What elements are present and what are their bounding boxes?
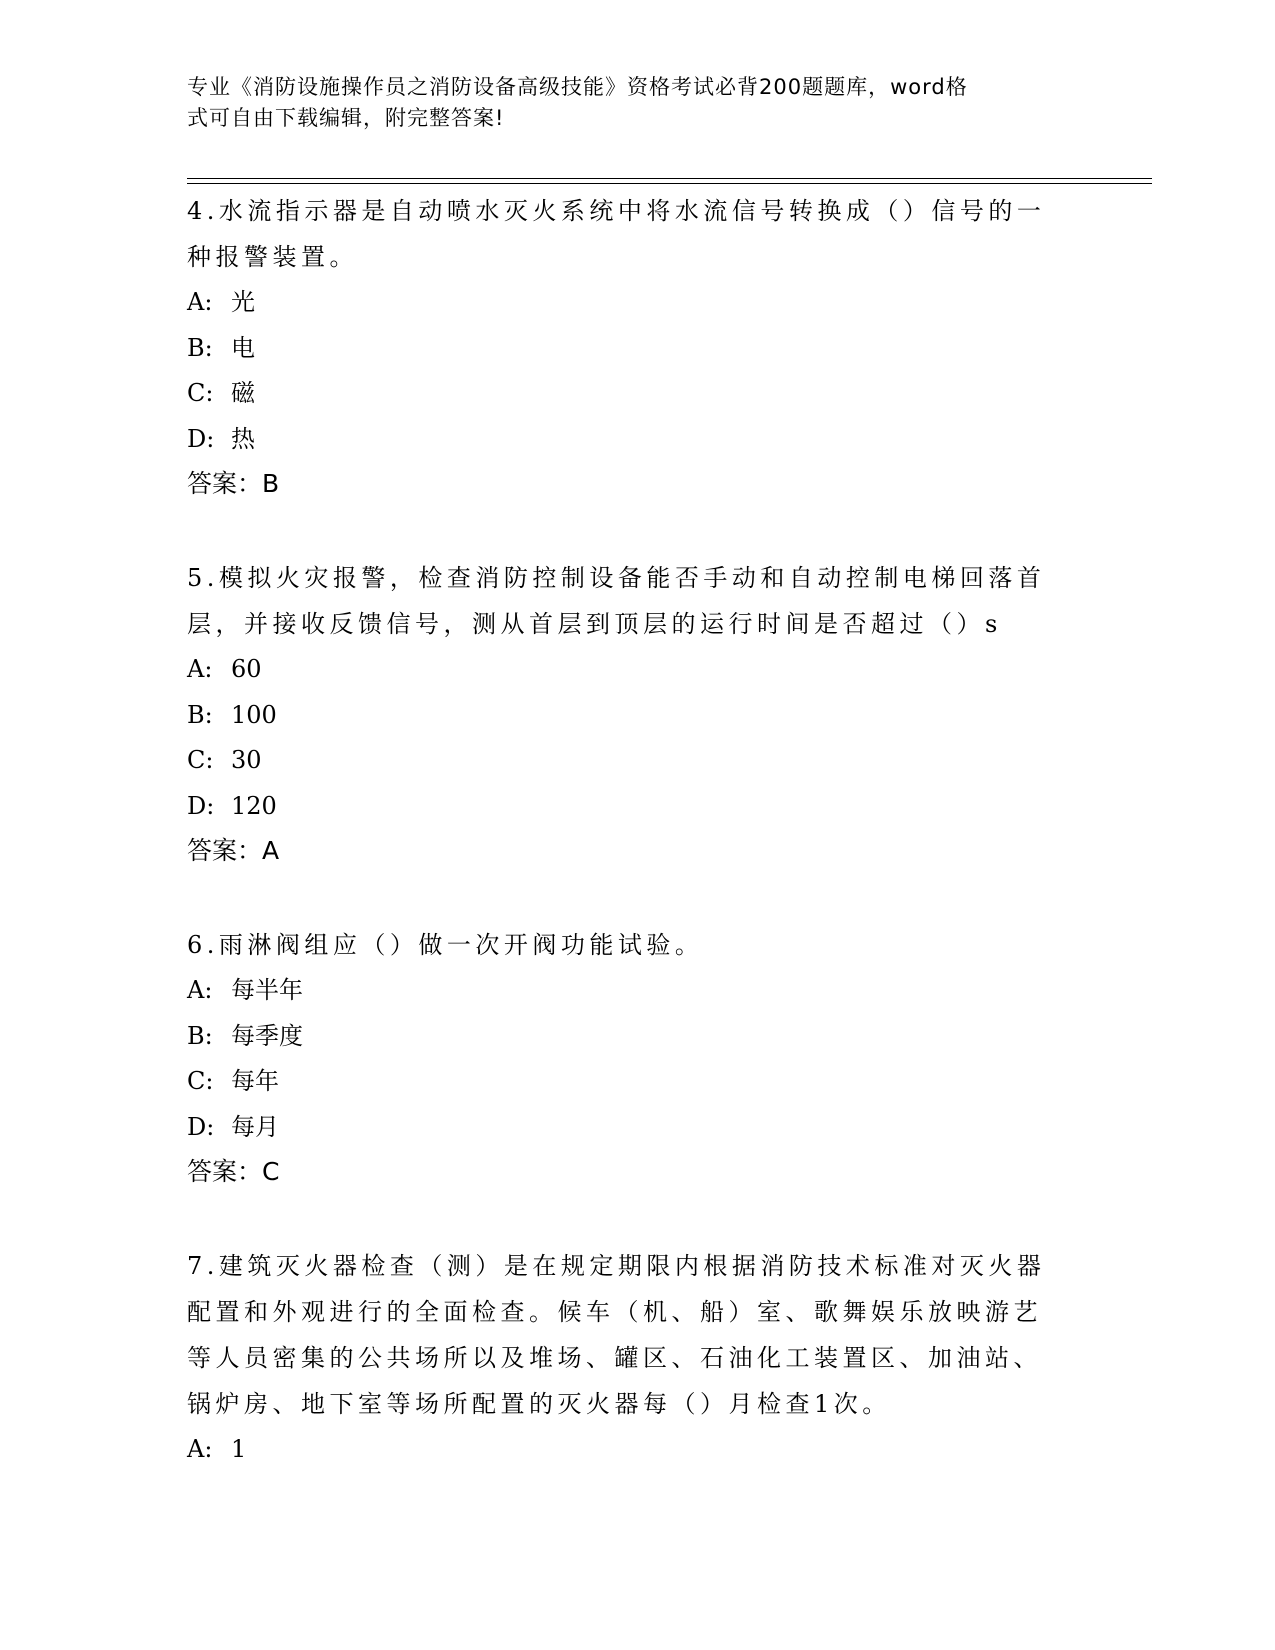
- option: [187, 1014, 1067, 1060]
- answer: 答案：A: [187, 836, 280, 865]
- option-label: A:: [187, 288, 213, 316]
- question-item: [187, 555, 1067, 873]
- option: [187, 1059, 1067, 1105]
- question-text: 6.雨淋阀组应（）做一次开阀功能试验。: [187, 931, 704, 959]
- option: [187, 784, 1067, 830]
- question-text: 4.水流指示器是自动喷水灭火系统中将水流信号转换成（）信号的一种报警装置。: [187, 197, 1046, 271]
- answer: 答案：B: [187, 469, 280, 498]
- option-label: A:: [187, 976, 213, 1004]
- option-label: B:: [187, 333, 213, 362]
- option: [187, 1427, 1067, 1473]
- option-text: 磁: [231, 379, 255, 407]
- option-text: 100: [231, 700, 277, 729]
- question-list: [187, 188, 1067, 1473]
- option-text: 30: [231, 746, 262, 774]
- option-text: 电: [231, 333, 255, 362]
- option-text: 每月: [231, 1112, 279, 1141]
- option-text: 1: [231, 1435, 247, 1463]
- option-text: 每年: [231, 1067, 279, 1095]
- question-item: [187, 188, 1067, 506]
- option-text: 每半年: [231, 976, 303, 1004]
- option-label: B:: [187, 1021, 213, 1050]
- option-label: D:: [187, 791, 215, 820]
- option-label: D:: [187, 1112, 215, 1141]
- option-text: 热: [231, 424, 255, 453]
- option-label: B:: [187, 700, 213, 729]
- option: [187, 371, 1067, 417]
- option: [187, 738, 1067, 784]
- question-text: 7.建筑灭火器检查（测）是在规定期限内根据消防技术标准对灭火器配置和外观进行的全面检查。候车（机、船）室、歌舞娱乐放映游艺等人员密集的公共场所以及堆场、罐区、石油化工装置区、加油站、锅炉房、地下室等场所配置的灭火器每（）月检查1次。: [187, 1252, 1046, 1418]
- header-line-1: 专业《消防设施操作员之消防设备高级技能》资格考试必背200题题库，word格: [187, 75, 968, 99]
- question-item: [187, 922, 1067, 1194]
- option: [187, 647, 1067, 693]
- option: [187, 326, 1067, 372]
- option-label: C:: [187, 379, 214, 407]
- option-label: C:: [187, 746, 214, 774]
- option: [187, 417, 1067, 463]
- option: [187, 280, 1067, 326]
- option-label: C:: [187, 1067, 214, 1095]
- option-text: 光: [231, 288, 255, 316]
- option-label: D:: [187, 424, 215, 453]
- option-label: A:: [187, 1435, 213, 1463]
- header-divider-top: [187, 178, 1152, 179]
- option-text: 每季度: [231, 1021, 303, 1050]
- option-text: 60: [231, 655, 262, 683]
- option: [187, 968, 1067, 1014]
- option: [187, 693, 1067, 739]
- question-item: [187, 1243, 1067, 1473]
- document-header: [187, 72, 1067, 134]
- question-text: 5.模拟火灾报警，检查消防控制设备能否手动和自动控制电梯回落首层，并接收反馈信号，测从首层到顶层的运行时间是否超过（）s: [187, 564, 1046, 638]
- answer: 答案：C: [187, 1157, 280, 1186]
- option: [187, 1105, 1067, 1151]
- header-line-2: 式可自由下载编辑，附完整答案!: [187, 106, 505, 130]
- option-label: A:: [187, 655, 213, 683]
- option-text: 120: [231, 791, 277, 820]
- header-divider-bottom: [187, 183, 1152, 184]
